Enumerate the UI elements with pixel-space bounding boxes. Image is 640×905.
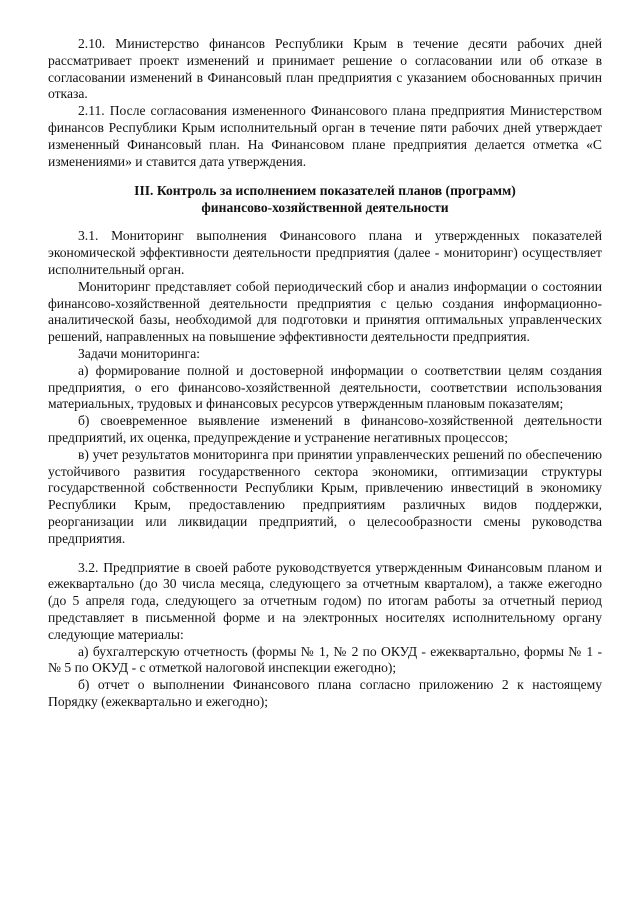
paragraph-task-a: а) формирование полной и достоверной информации о соответствии целям создания предприятия, о его финансово-хозяйственной деятельности, соответствии использования материальных, трудовых и финансовых ресурсов утвержденным плановым показателям; [48,362,602,412]
paragraph-monitoring-definition: Мониторинг представляет собой периодический сбор и анализ информации о состоянии финансово-хозяйственной деятельности предприятия с целью создания информационно-аналитической базы, необходимой для подготовки и принятия оптимальных управленческих решений, направленных на повышение эффективности деятельности предприятия. [48,278,602,345]
paragraph-2-10: 2.10. Министерство финансов Республики Крым в течение десяти рабочих дней рассматривает проект изменений и принимает решение о согласовании или об отказе в согласовании изменений в Финансовый план предприятия с указанием обоснованных причин отказа. [48,36,602,102]
section-heading [48,182,602,216]
paragraph-2-11: 2.11. После согласования измененного Финансового плана предприятия Министерством финансов Республики Крым исполнительный орган в течение пяти рабочих дней утверждает измененный Финансовый план. На Финансовом плане предприятия делается отметка «С изменениями» и ставится дата утверждения. [48,103,602,169]
paragraph-3-2-item-b: б) отчет о выполнении Финансового плана согласно приложению 2 к настоящему Порядку (ежеквартально и ежегодно); [48,677,602,709]
section-heading-line2: финансово-хозяйственной деятельности [201,200,449,216]
paragraph-monitoring-tasks-label: Задачи мониторинга: [78,345,200,361]
paragraph-3-1: 3.1. Мониторинг выполнения Финансового плана и утвержденных показателей экономической эффективности деятельности предприятия (далее - мониторинг) осуществляет исполнительный орган. [48,228,602,277]
paragraph-3-2-item-a: а) бухгалтерскую отчетность (формы № 1, № 2 по ОКУД - ежеквартально, формы № 1 - № 5 по ОКУД - с отметкой налоговой инспекции ежегодно); [48,643,602,676]
paragraph-3-2: 3.2. Предприятие в своей работе руководствуется утвержденным Финансовым планом и ежеквартально (до 30 числа месяца, следующего за отчетным кварталом), а также ежегодно (до 5 апреля года, следующего за отчетным годом) по итогам работы за отчетный период представляет в письменной форме и на электронных носителях исполнительному органу следующие материалы: [48,559,602,642]
section-heading-line1: III. Контроль за исполнением показателей планов (программ) [134,183,516,199]
paragraph-task-b: б) своевременное выявление изменений в финансово-хозяйственной деятельности предприятий, их оценка, предупреждение и устранение негативных процессов; [48,413,602,445]
paragraph-task-c: в) учет результатов мониторинга при принятии управленческих решений по обеспечению устойчивого развития государственного сектора экономики, оптимизации структуры государственной собственности Республики Крым, привлечению инвестиций в экономику Республики Крым, предоставлению предприятиям различных видов поддержки, реорганизации или ликвидации предприятий, о целесообразности смены руководства предприятия. [48,446,602,546]
